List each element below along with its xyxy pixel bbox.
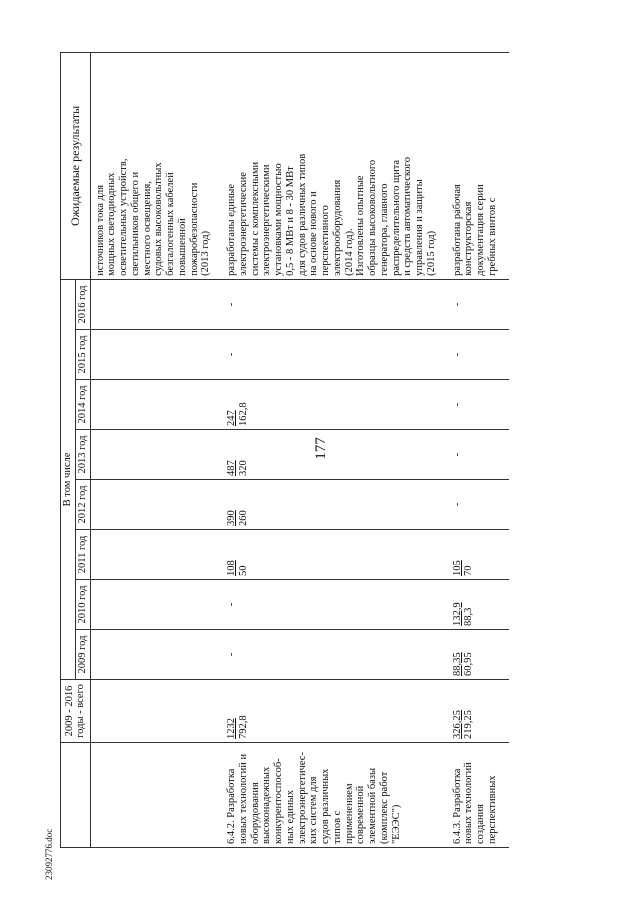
year-value: 390 260 xyxy=(222,480,448,530)
year-value: - xyxy=(222,580,448,630)
header-year: 2010 год xyxy=(75,580,90,630)
header-incl: В том числе xyxy=(61,279,76,679)
rotated-table-page xyxy=(60,53,640,848)
header-year: 2014 год xyxy=(75,380,90,430)
year-value: - xyxy=(222,630,448,680)
row-result: источников тока для мощных светодиодных осветительных устройств, светильников общего и местного освещения, судовых высоковольтных безгалогенных кабелей повышенной пожаробезопасности (2013 год) xyxy=(90,52,222,279)
year-value: - xyxy=(448,480,509,530)
header-year: 2015 год xyxy=(75,330,90,380)
header-year: 2009 год xyxy=(75,630,90,680)
year-value: 132,9 88,3 xyxy=(448,580,509,630)
header-year: 2011 год xyxy=(75,530,90,580)
year-value: - xyxy=(448,380,509,430)
header-total: 2009 - 2016 годы - всего xyxy=(61,680,91,743)
year-value: - xyxy=(448,330,509,380)
header-year: 2013 год xyxy=(75,430,90,480)
table-row xyxy=(90,52,222,847)
table-row xyxy=(448,52,509,847)
year-value: - xyxy=(222,330,448,380)
program-table xyxy=(60,52,509,848)
document-filename: 23092776.doc xyxy=(44,828,54,880)
page-number: 177 xyxy=(312,437,329,460)
header-year: 2012 год xyxy=(75,480,90,530)
year-value: - xyxy=(222,279,448,329)
row-total xyxy=(90,680,222,743)
year-value: 108 50 xyxy=(222,530,448,580)
row-name: 6.4.2. Разработка новых технологий и оборудования высоконадежных конкурентоспособ- ных единых электроэнергетичес- ких систем для судов различных типов с применением современной элементной базы (комплекс работ "ЕЭЭС") xyxy=(222,743,448,848)
header-results: Ожидаемые результаты xyxy=(61,52,91,279)
table-row xyxy=(222,52,448,847)
year-value: 247 162,8 xyxy=(222,380,448,430)
row-total: 326,25 219,25 xyxy=(448,680,509,743)
year-value: - xyxy=(448,430,509,480)
year-value: 105 70 xyxy=(448,530,509,580)
header-year: 2016 год xyxy=(75,279,90,329)
year-value: - xyxy=(448,279,509,329)
row-total: 1232 792,8 xyxy=(222,680,448,743)
row-name: 6.4.3. Разработка новых технологий создания перспективных xyxy=(448,743,509,848)
row-result: разработана рабочая конструкторская документация серии гребных винтов с xyxy=(448,52,509,279)
year-value: 88,35 60,95 xyxy=(448,630,509,680)
row-name xyxy=(90,743,222,848)
year-value: 487 320 xyxy=(222,430,448,480)
header-name-cell xyxy=(61,743,91,848)
row-result: разработаны единые электроэнергетические системы с комплексными электроэнергетическими установками мощностью 0,5 - 8 МВт и 8 - 30 МВт для судов различных типов на основе нового и перспективного электрооборудования (2014 год). Изготовлены опытные образцы высоковольтного генератора, главного распределительного щита и средств автоматического управления и защиты (2015 год) xyxy=(222,52,448,279)
